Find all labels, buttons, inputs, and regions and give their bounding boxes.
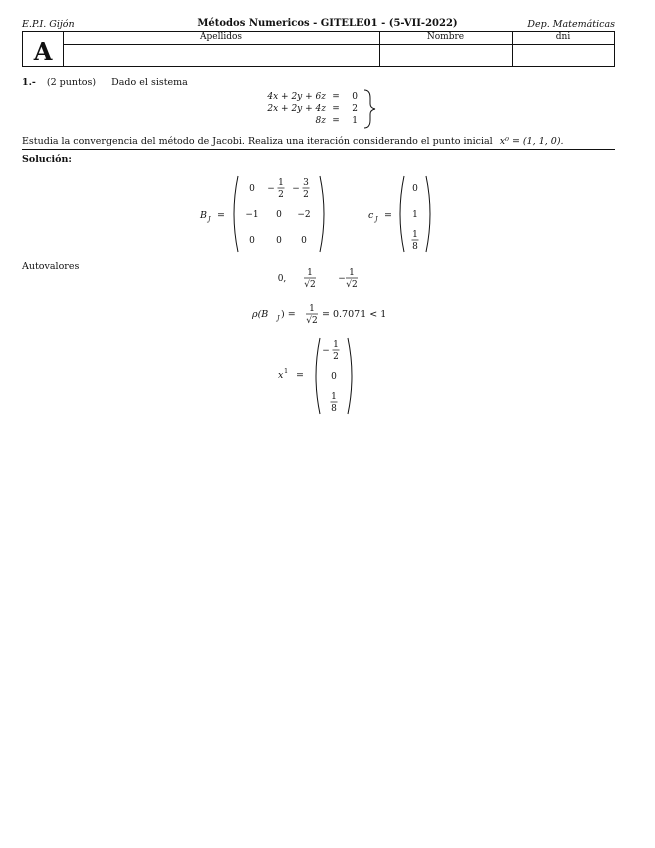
svg-text:2: 2 bbox=[333, 352, 339, 362]
x1-entry bbox=[322, 340, 339, 362]
svg-text:1: 1 bbox=[307, 268, 313, 278]
x1-sup: 1 bbox=[284, 367, 289, 375]
svg-text:0: 0 bbox=[301, 236, 307, 246]
system-rhs: 2 bbox=[352, 104, 358, 114]
cj-entry bbox=[412, 184, 418, 194]
rho-lhs: ρ(B bbox=[252, 309, 269, 320]
eigenvalues-row bbox=[270, 264, 390, 294]
svg-text:−: − bbox=[292, 184, 300, 194]
bj-entry bbox=[292, 178, 309, 200]
system-rhs: 0 bbox=[352, 92, 358, 102]
svg-text:−1: −1 bbox=[245, 210, 259, 220]
cj-left-paren bbox=[400, 176, 404, 252]
rho-sub: J bbox=[277, 314, 280, 322]
problem-points: (2 puntos) bbox=[46, 77, 97, 88]
eigenvalue bbox=[338, 268, 358, 290]
svg-text:−: − bbox=[322, 346, 330, 356]
bj-sub: J bbox=[208, 215, 211, 223]
system-rel: = bbox=[332, 104, 340, 114]
system-rel: = bbox=[332, 116, 340, 126]
eigenvalues-label: Autovalores bbox=[22, 261, 80, 272]
field-nombre[interactable] bbox=[380, 45, 511, 66]
eigenvalue bbox=[304, 268, 316, 290]
x1-label: x bbox=[278, 370, 284, 381]
field-dni[interactable] bbox=[513, 45, 614, 66]
col-head-dni: dni bbox=[555, 32, 571, 42]
field-apellidos[interactable] bbox=[64, 45, 378, 66]
svg-text:8: 8 bbox=[331, 404, 337, 414]
rho-fraction bbox=[306, 304, 318, 326]
problem-number: 1.- bbox=[22, 77, 36, 88]
svg-text:1: 1 bbox=[309, 304, 315, 314]
svg-text:1: 1 bbox=[412, 230, 418, 240]
problem-header bbox=[22, 77, 188, 88]
rho-value: = 0.7071 < 1 bbox=[322, 309, 387, 320]
header-department: Dep. Matemáticas bbox=[527, 19, 615, 30]
svg-text:−: − bbox=[267, 184, 275, 194]
cj-right-paren bbox=[426, 176, 430, 252]
svg-text:−: − bbox=[338, 274, 346, 284]
eigenvalue bbox=[278, 274, 287, 284]
svg-text:=: = bbox=[217, 210, 225, 221]
cj-sub: J bbox=[375, 215, 378, 223]
bj-entry bbox=[245, 210, 258, 220]
svg-text:√2: √2 bbox=[304, 280, 316, 290]
bj-entry bbox=[267, 178, 284, 200]
student-id-table bbox=[22, 31, 615, 67]
svg-text:3: 3 bbox=[303, 178, 309, 188]
problem-intro: Dado el sistema bbox=[111, 77, 188, 88]
right-brace bbox=[364, 90, 375, 128]
x1-entry bbox=[331, 392, 338, 414]
statement-text: Estudia la convergencia del método de Jacobi. Realiza una iteración considerando el punto inicial bbox=[22, 136, 493, 147]
x1-eq: = bbox=[296, 370, 304, 381]
bj-entry bbox=[297, 210, 310, 220]
svg-text:0: 0 bbox=[249, 236, 255, 246]
rho-close: ) = bbox=[281, 309, 296, 320]
bj-entry bbox=[249, 184, 255, 194]
jacobi-matrices bbox=[190, 172, 450, 256]
bj-label: B bbox=[200, 210, 207, 221]
exam-title: Métodos Numericos - GITELE01 - (5-VII-2022) bbox=[197, 18, 458, 29]
svg-text:0,: 0, bbox=[277, 274, 287, 284]
col-head-nombre: Nombre bbox=[426, 32, 465, 42]
section-divider bbox=[22, 149, 615, 150]
system-lhs: 2x + 2y + 4z bbox=[267, 104, 326, 114]
first-iterate bbox=[270, 334, 390, 418]
svg-text:0: 0 bbox=[276, 210, 282, 220]
x1-right-paren bbox=[348, 338, 352, 414]
cj-label: c bbox=[368, 210, 374, 221]
svg-text:0: 0 bbox=[276, 236, 282, 246]
bj-right-paren bbox=[320, 176, 324, 252]
linear-system bbox=[240, 88, 400, 132]
cj-entry bbox=[412, 210, 418, 220]
solution-heading: Solución: bbox=[22, 154, 72, 165]
svg-text:2: 2 bbox=[278, 190, 284, 200]
system-rhs: 1 bbox=[352, 116, 358, 126]
bj-entry bbox=[276, 210, 282, 220]
header-institution: E.P.I. Gijón bbox=[22, 19, 75, 30]
x1-entry bbox=[331, 372, 337, 382]
svg-text:1: 1 bbox=[412, 210, 418, 220]
svg-text:2: 2 bbox=[303, 190, 309, 200]
bj-left-paren bbox=[234, 176, 238, 252]
svg-text:√2: √2 bbox=[346, 280, 358, 290]
svg-text:1: 1 bbox=[278, 178, 284, 188]
bj-entry bbox=[301, 236, 307, 246]
problem-statement bbox=[22, 136, 564, 147]
system-lhs: 4x + 2y + 6z bbox=[267, 92, 326, 102]
spectral-radius bbox=[250, 300, 410, 330]
svg-text:−2: −2 bbox=[297, 210, 311, 220]
x1-left-paren bbox=[316, 338, 320, 414]
cj-entry bbox=[412, 230, 419, 252]
col-head-apellidos: Apellidos bbox=[199, 32, 243, 42]
svg-text:1: 1 bbox=[349, 268, 355, 278]
svg-text:0: 0 bbox=[331, 372, 337, 382]
bj-entry bbox=[249, 236, 255, 246]
svg-text:1: 1 bbox=[333, 340, 339, 350]
svg-text:0: 0 bbox=[249, 184, 255, 194]
initial-point: x⁰ = (1, 1, 0). bbox=[499, 136, 564, 147]
exam-variant-letter: A bbox=[33, 37, 53, 66]
bj-entry bbox=[276, 236, 282, 246]
system-lhs: 8z bbox=[315, 116, 326, 126]
system-rel: = bbox=[332, 92, 340, 102]
svg-text:=: = bbox=[384, 210, 392, 221]
svg-text:√2: √2 bbox=[306, 316, 318, 326]
svg-text:1: 1 bbox=[331, 392, 337, 402]
svg-text:0: 0 bbox=[412, 184, 418, 194]
svg-text:8: 8 bbox=[412, 242, 418, 252]
